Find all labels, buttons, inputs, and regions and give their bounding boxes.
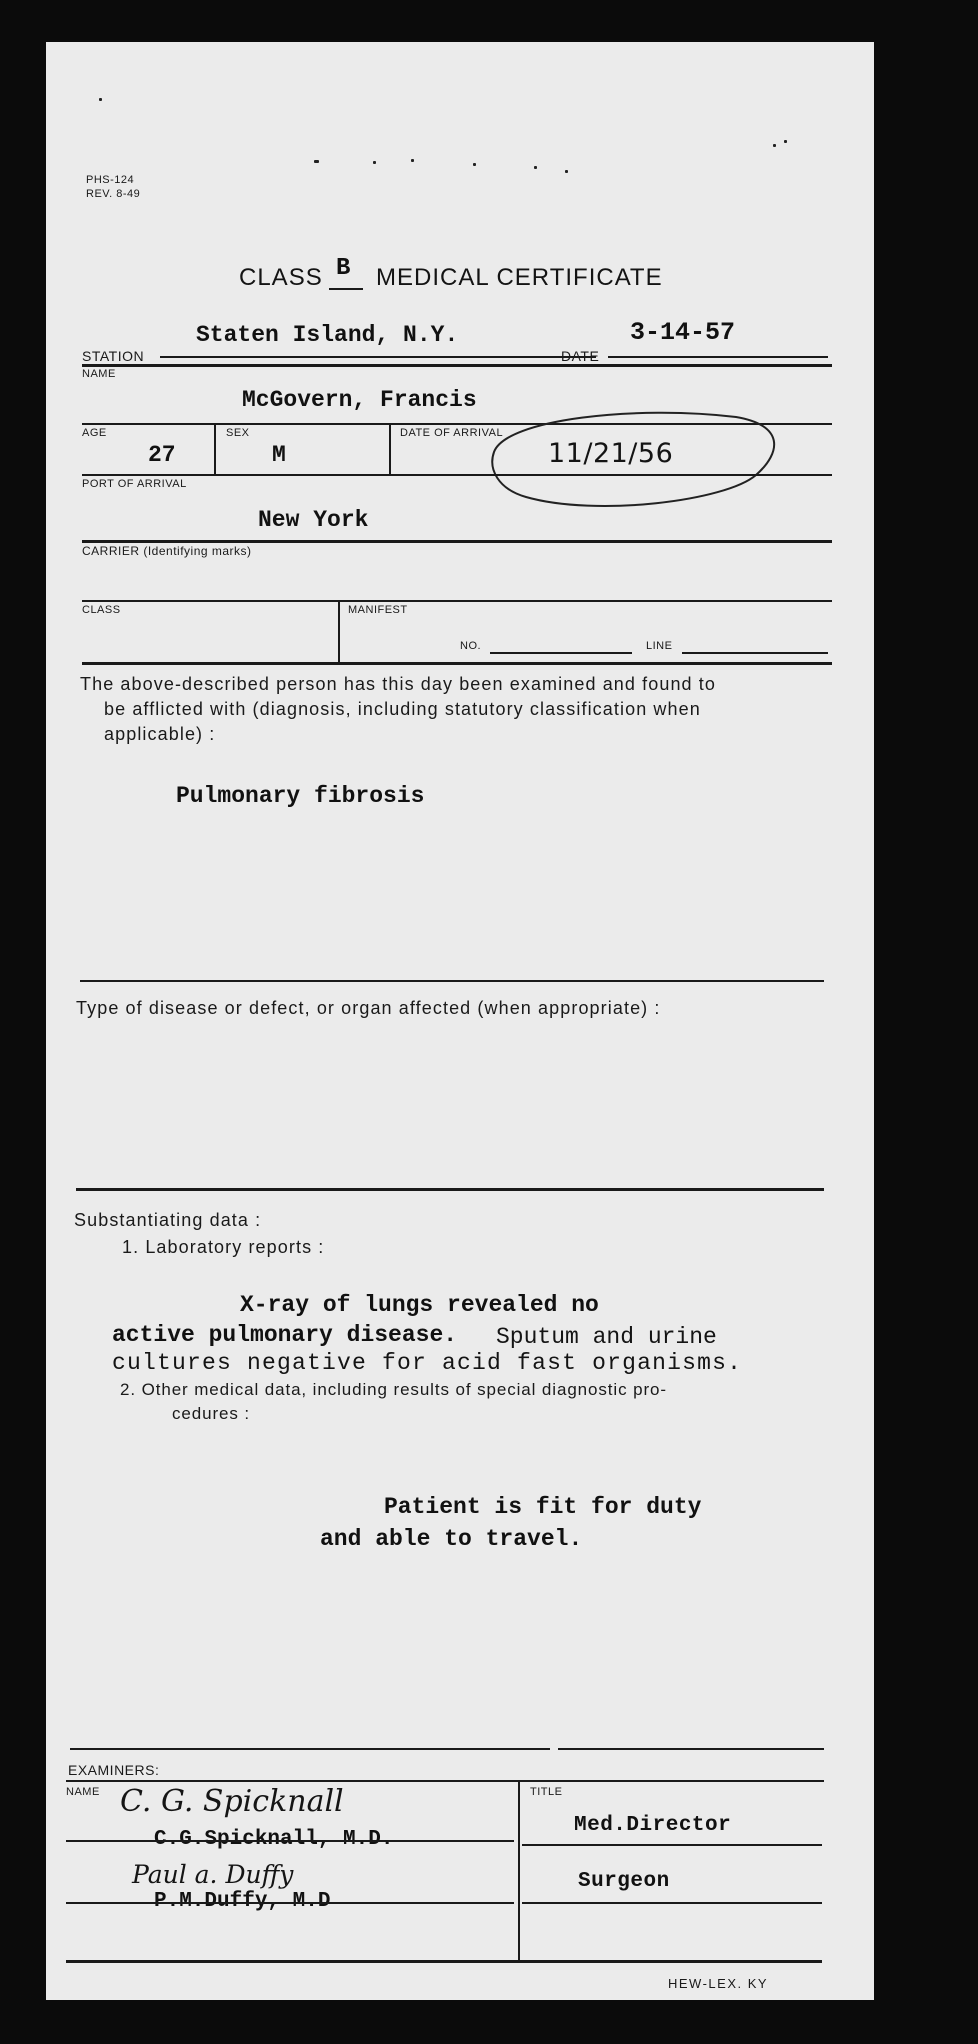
other-medical-data-line-1: 2. Other medical data, including results of special diagnostic pro- — [120, 1380, 667, 1399]
examiner-name-label: NAME — [66, 1786, 100, 1798]
statement-line-3: applicable) : — [104, 724, 216, 744]
circled-annotation — [486, 397, 786, 522]
type-of-disease-label: Type of disease or defect, or organ affected (when appropriate) : — [76, 998, 661, 1018]
date-label: DATE — [561, 348, 600, 364]
sex-value: M — [272, 442, 286, 468]
certificate-title-prefix: CLASS — [239, 264, 323, 291]
station-value: Staten Island, N.Y. — [196, 322, 459, 348]
station-label: STATION — [82, 348, 145, 364]
conclusion-line-1: Patient is fit for duty — [384, 1494, 702, 1520]
lab-report-line-1: X-ray of lungs revealed no — [240, 1292, 599, 1318]
certificate-sheet — [46, 42, 874, 2000]
date-of-arrival-value: 11/21/56 — [548, 438, 674, 469]
examiners-label: EXAMINERS: — [68, 1762, 160, 1778]
age-label: AGE — [82, 427, 107, 439]
statement-line-1: The above-described person has this day been examined and found to — [80, 674, 716, 694]
manifest-label: MANIFEST — [348, 604, 408, 616]
port-of-arrival-value: New York — [258, 507, 369, 533]
examiner-2-name: P.M.Duffy, M.D — [154, 1890, 331, 1913]
statement-line-2: be afflicted with (diagnosis, including statutory classification when — [104, 699, 701, 719]
name-value: McGovern, Francis — [242, 387, 477, 413]
examiner-1-signature: C. G. Spicknall — [120, 1784, 344, 1819]
printer-mark: HEW-LEX. KY — [668, 1976, 769, 1991]
no-label: NO. — [460, 640, 482, 652]
substantiating-data-label: Substantiating data : — [74, 1210, 262, 1230]
carrier-label: CARRIER (Identifying marks) — [82, 544, 252, 558]
class-value: B — [336, 255, 351, 282]
lab-report-line-2a: active pulmonary disease. — [112, 1322, 458, 1348]
examiner-title-label: TITLE — [530, 1786, 563, 1798]
age-value: 27 — [148, 442, 176, 468]
examiner-2-signature: Paul a. Duffy — [132, 1860, 294, 1889]
certificate-title-suffix: MEDICAL CERTIFICATE — [376, 264, 663, 291]
form-revision: REV. 8-49 — [86, 188, 141, 200]
class-label: CLASS — [82, 604, 121, 616]
other-medical-data-line-2: cedures : — [172, 1404, 251, 1423]
lab-report-line-2b: Sputum and urine — [496, 1324, 717, 1350]
lab-report-line-3: cultures negative for acid fast organisms. — [112, 1350, 743, 1376]
examiner-1-title: Med.Director — [574, 1814, 732, 1837]
date-of-arrival-label: DATE OF ARRIVAL — [400, 427, 504, 439]
date-value: 3-14-57 — [630, 318, 736, 347]
examiner-1-name: C.G.Spicknall, M.D. — [154, 1828, 394, 1851]
examiner-2-title: Surgeon — [578, 1870, 670, 1893]
laboratory-reports-label: 1. Laboratory reports : — [122, 1237, 325, 1257]
line-label: LINE — [646, 640, 673, 652]
name-label: NAME — [82, 368, 116, 380]
port-of-arrival-label: PORT OF ARRIVAL — [82, 478, 187, 490]
diagnosis-value: Pulmonary fibrosis — [176, 783, 425, 809]
conclusion-line-2: and able to travel. — [320, 1526, 583, 1552]
form-id: PHS-124 — [86, 174, 135, 186]
sex-label: SEX — [226, 427, 250, 439]
